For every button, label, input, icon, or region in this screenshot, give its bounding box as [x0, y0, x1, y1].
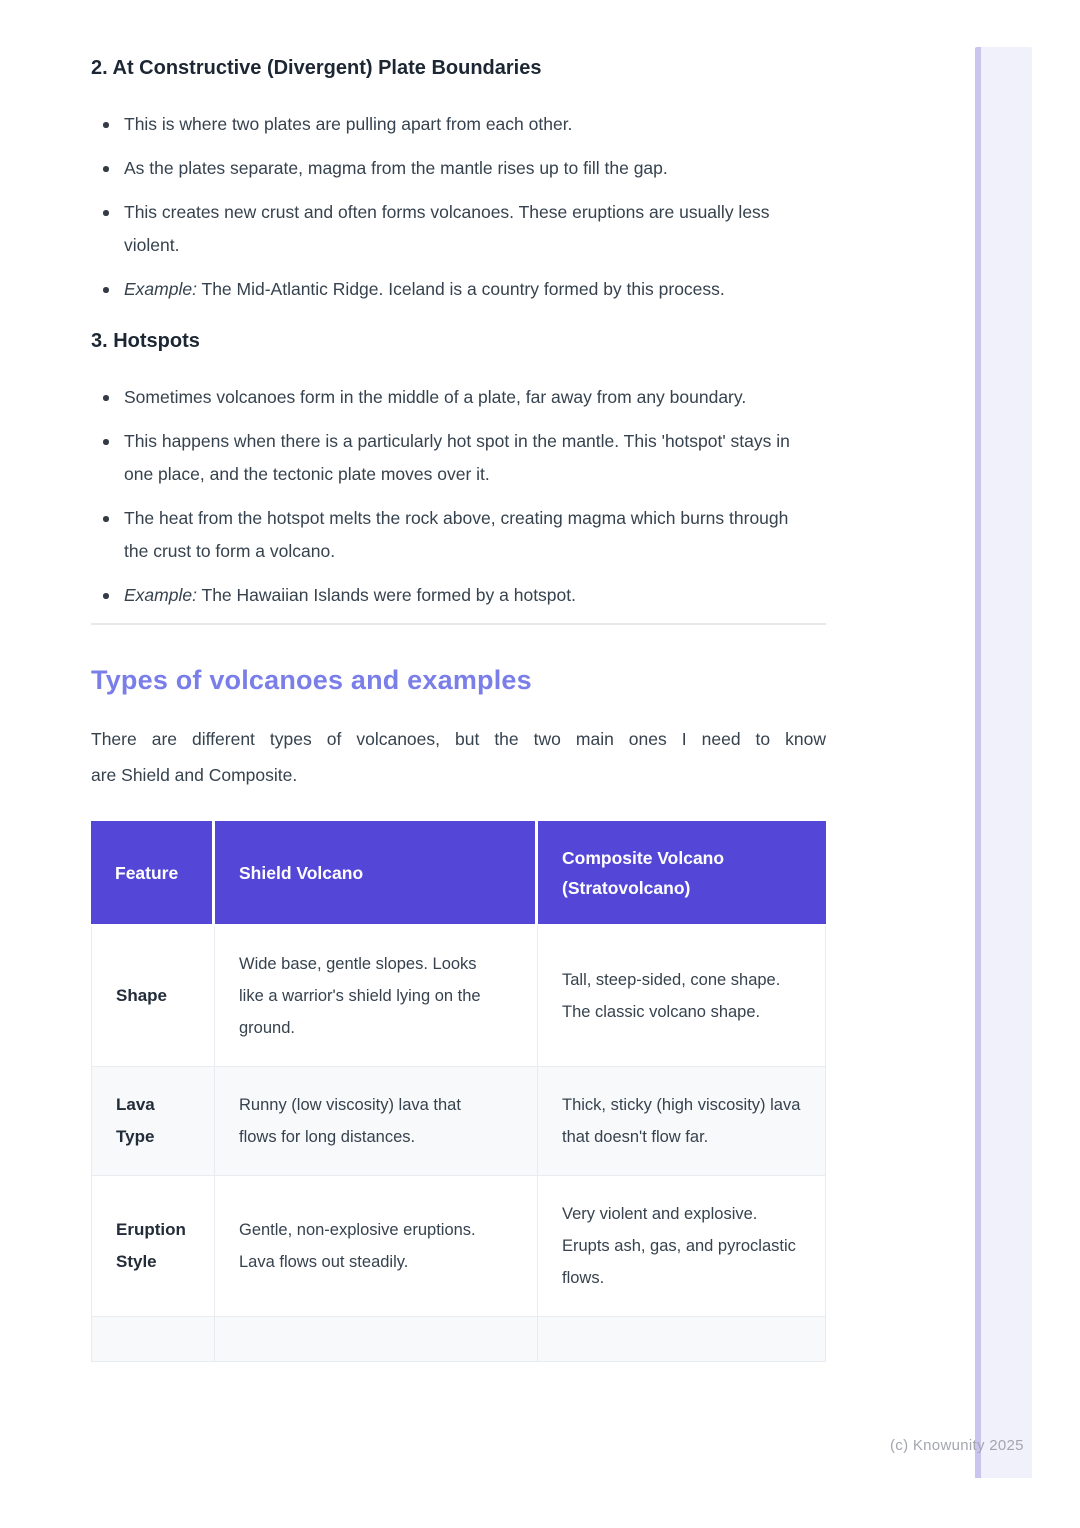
- example-label: Example:: [124, 585, 197, 605]
- table-header-shield: Shield Volcano: [215, 821, 538, 926]
- example-label: Example:: [124, 279, 197, 299]
- list-item: [91, 273, 826, 306]
- table-cell-composite: Thick, sticky (high viscosity) lava that doesn't flow far.: [538, 1067, 826, 1176]
- table-cell-shield: Gentle, non-explosive eruptions. Lava flows out steadily.: [215, 1176, 538, 1317]
- bullet-text: As the plates separate, magma from the mantle rises up to fill the gap.: [124, 158, 668, 178]
- table-cell-feature: [91, 1317, 215, 1362]
- bullet-text: This happens when there is a particularly hot spot in the mantle. This 'hotspot' stays in one place, and the tectonic plate moves over it.: [124, 431, 790, 484]
- table-cell-shield: [215, 1317, 538, 1362]
- section-divider: [91, 623, 826, 625]
- table-cell-composite: [538, 1317, 826, 1362]
- types-of-volcanoes-heading: Types of volcanoes and examples: [91, 665, 532, 695]
- section-heading-hotspots: 3. Hotspots: [91, 330, 200, 352]
- table-cell-feature: Eruption Style: [91, 1176, 215, 1317]
- intro-line: There are different types of volcanoes, but the two main ones I need to know: [91, 729, 826, 749]
- table-cell-shield: Runny (low viscosity) lava that flows for long distances.: [215, 1067, 538, 1176]
- table-header-row: [91, 821, 826, 926]
- table-cell-feature: Shape: [91, 926, 215, 1067]
- list-item: [91, 381, 826, 414]
- table-header-composite: Composite Volcano (Stratovolcano): [538, 821, 826, 926]
- list-item: [91, 425, 826, 491]
- knowunity-watermark: (c) Knowunity 2025: [890, 1437, 1024, 1454]
- intro-line: are Shield and Composite.: [91, 765, 298, 785]
- table-row: [91, 1176, 826, 1317]
- table-cell-composite: Tall, steep-sided, cone shape. The classic volcano shape.: [538, 926, 826, 1067]
- constructive-bullet-list: [91, 108, 826, 306]
- bullet-text: The Hawaiian Islands were formed by a hotspot.: [196, 585, 576, 605]
- table-row-partial: [91, 1317, 826, 1362]
- list-item: [91, 196, 826, 262]
- table-cell-composite: Very violent and explosive. Erupts ash, gas, and pyroclastic flows.: [538, 1176, 826, 1317]
- table-row: [91, 926, 826, 1067]
- document-page: [91, 0, 826, 1362]
- bullet-text: This is where two plates are pulling apart from each other.: [124, 114, 573, 134]
- table-cell-feature: Lava Type: [91, 1067, 215, 1176]
- bullet-text: The Mid-Atlantic Ridge. Iceland is a country formed by this process.: [196, 279, 725, 299]
- list-item: [91, 152, 826, 185]
- list-item: [91, 108, 826, 141]
- table-header-feature: Feature: [91, 821, 215, 926]
- page-edge-panel: [975, 47, 1032, 1478]
- hotspots-bullet-list: [91, 381, 826, 612]
- list-item: [91, 579, 826, 612]
- volcano-comparison-table: [91, 821, 826, 1362]
- section-heading-constructive: 2. At Constructive (Divergent) Plate Boundaries: [91, 57, 542, 79]
- list-item: [91, 502, 826, 568]
- table-row: [91, 1067, 826, 1176]
- types-intro-paragraph: [91, 721, 826, 793]
- bullet-text: This creates new crust and often forms volcanoes. These eruptions are usually less violent.: [124, 202, 770, 255]
- bullet-text: The heat from the hotspot melts the rock above, creating magma which burns through the crust to form a volcano.: [124, 508, 789, 561]
- table-cell-shield: Wide base, gentle slopes. Looks like a warrior's shield lying on the ground.: [215, 926, 538, 1067]
- bullet-text: Sometimes volcanoes form in the middle of a plate, far away from any boundary.: [124, 387, 747, 407]
